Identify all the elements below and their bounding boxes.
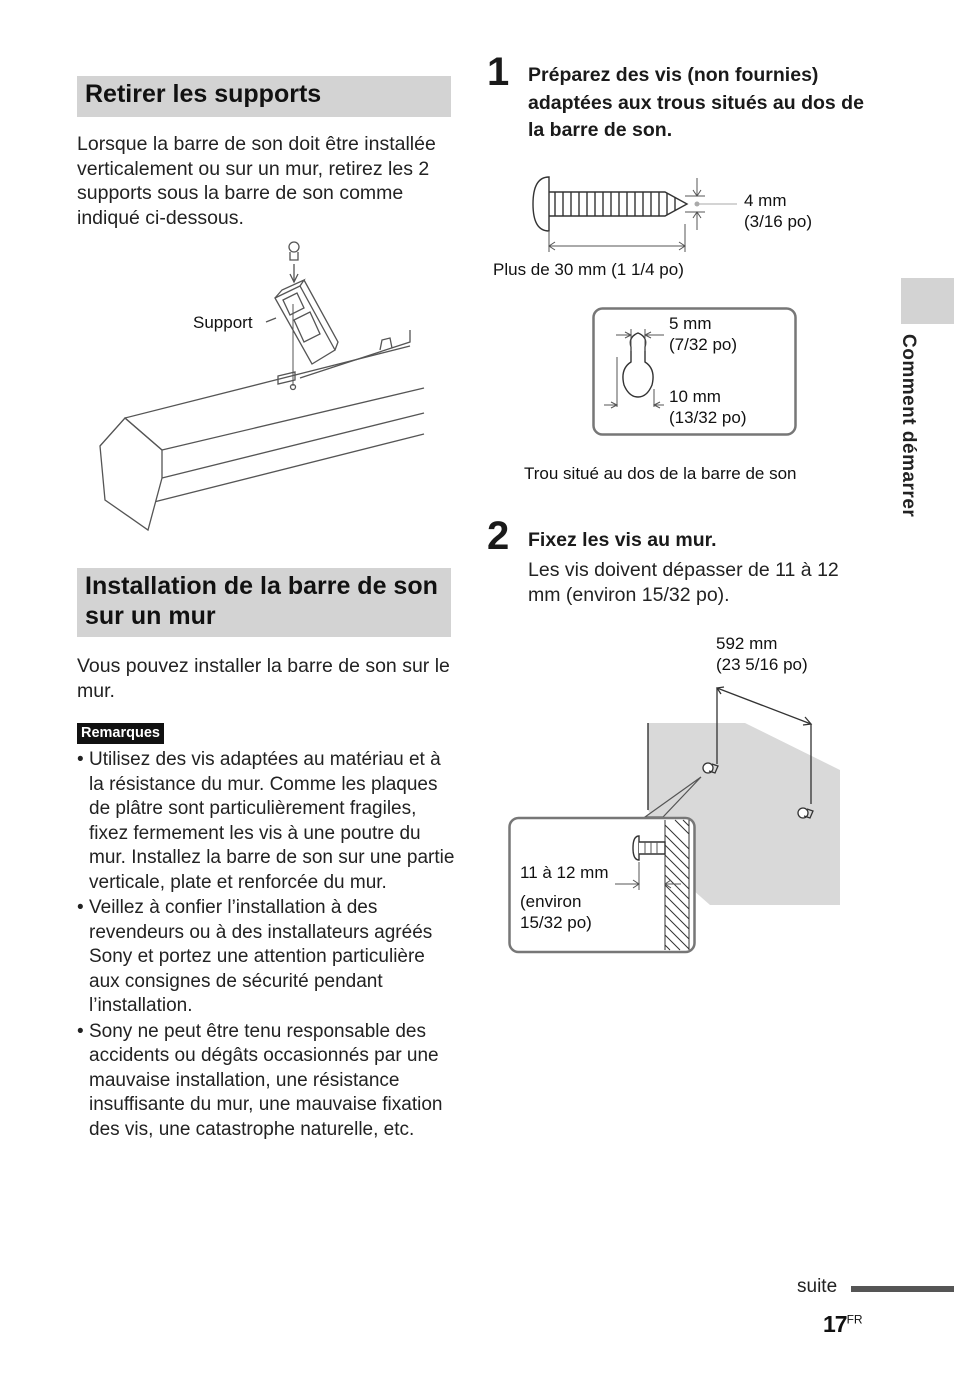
- remove-supports-paragraph: Lorsque la barre de son doit être installée verticalement ou sur un mur, retirez les 2 supports sous la barre de son comme indiqué ci-dessous.: [77, 133, 436, 229]
- step-1-number: 1: [487, 50, 509, 94]
- section-tab-label: Comment démarrer: [898, 334, 919, 518]
- step-2-body: Les vis doivent dépasser de 11 à 12 mm (environ 15/32 po).: [528, 559, 839, 606]
- note-item: • Veillez à confier l’installation à des revendeurs ou à des installateurs agréés Sony et portez une attention particulière aux consignes de sécurité pendant l’installation.: [77, 896, 457, 1019]
- screw-spacing-in: (23 5/16 po): [716, 655, 808, 674]
- notes-list: [77, 748, 457, 1143]
- page-number: [823, 1311, 863, 1338]
- page-number-suffix: FR: [846, 1312, 863, 1327]
- protrusion-in-line1: (environ: [520, 892, 582, 911]
- page-number-value: 17: [823, 1311, 847, 1337]
- screw-diameter-mm: 4 mm: [744, 191, 787, 210]
- note-item: • Utilisez des vis adaptées au matériau et à la résistance du mur. Comme les plaques de plâtre sont particulièrement fragiles, fixez fermement les vis à une poutre du mur. Installez la barre de son sur une partie verticale, plate et renforcée du mur.: [77, 748, 457, 895]
- section-title-remove-supports: Retirer les supports: [77, 76, 451, 117]
- support-label: Support: [193, 313, 253, 332]
- hole-caption: Trou situé au dos de la barre de son: [524, 464, 797, 483]
- support-removal-illustration: [90, 238, 435, 538]
- hole-width-mm: 5 mm: [669, 314, 712, 333]
- note-item: • Sony ne peut être tenu responsable des accidents ou dégâts occasionnés par une mauvaise installation, une résistance insuffisante du mur, une mauvaise fixation des vis, une catastrophe naturelle, etc.: [77, 1020, 457, 1143]
- screw-spacing-mm: 592 mm: [716, 634, 778, 653]
- hole-height-mm: 10 mm: [669, 387, 721, 406]
- step-2-title: Fixez les vis au mur.: [528, 529, 717, 551]
- continued-label: suite: [797, 1276, 838, 1297]
- step-2-number: 2: [487, 514, 509, 558]
- continued-arrow-bar: [851, 1286, 954, 1292]
- protrusion-mm: 11 à 12 mm: [520, 863, 609, 882]
- section-tab-marker: [901, 278, 954, 324]
- screw-diagram: [525, 172, 755, 257]
- wall-install-paragraph: Vous pouvez installer la barre de son sur le mur.: [77, 655, 450, 702]
- notes-badge: Remarques: [77, 723, 164, 744]
- screw-diameter-in: (3/16 po): [744, 212, 813, 231]
- hole-width-in: (7/32 po): [669, 335, 738, 354]
- protrusion-in-line2: 15/32 po): [520, 913, 592, 932]
- screw-length-label: Plus de 30 mm (1 1/4 po): [493, 260, 684, 279]
- step-1-title: Préparez des vis (non fournies) adaptées aux trous situés au dos de la barre de son.: [528, 64, 864, 141]
- hole-height-in: (13/32 po): [669, 408, 747, 427]
- section-title-wall-install: Installation de la barre de son sur un mur: [77, 568, 451, 637]
